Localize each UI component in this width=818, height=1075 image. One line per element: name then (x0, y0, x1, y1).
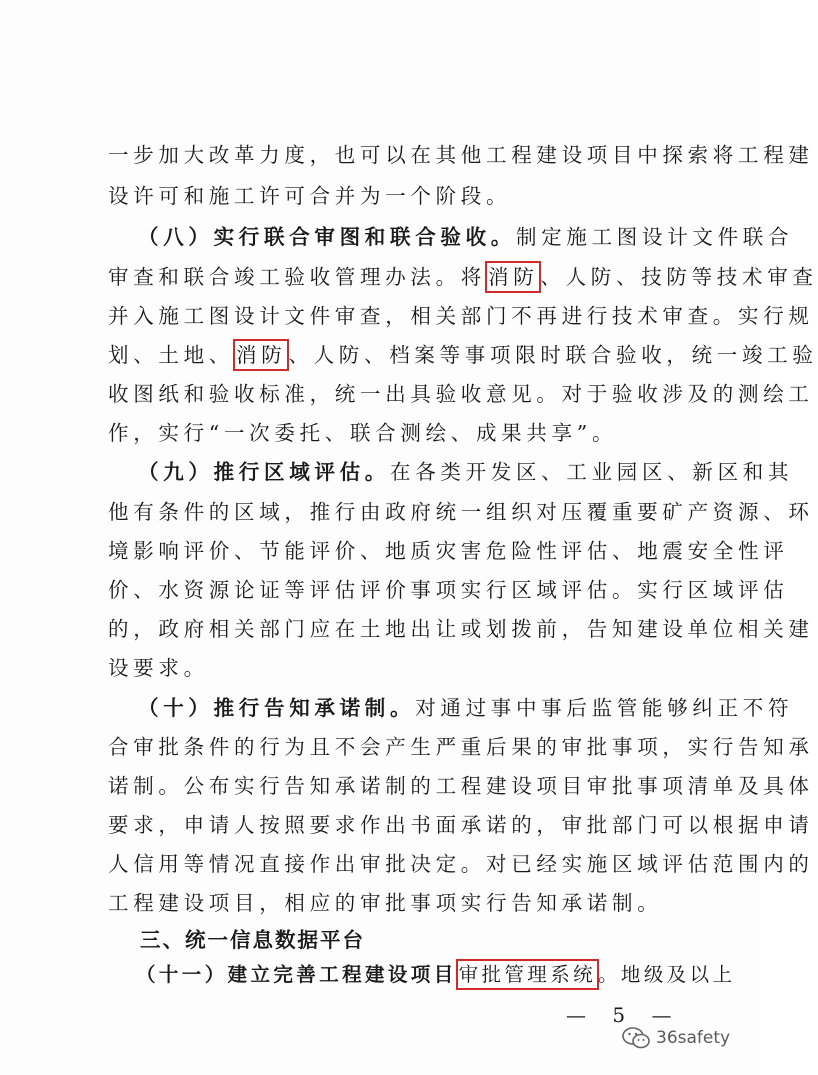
text-line (108, 340, 818, 370)
text-line: 价、水资源论证等评估评价事项实行区域评估。实行区域评估 (108, 578, 789, 602)
text-line: 收图纸和验收标准，统一出具验收意见。对于验收涉及的测绘工 (108, 382, 814, 406)
watermark (622, 1026, 730, 1050)
section-heading: （八）实行联合审图和联合验收。 (138, 225, 516, 249)
text-line: 并入施工图设计文件审查，相关部门不再进行技术审查。实行规 (108, 304, 814, 328)
text-span: 对通过事中事后监管能够纠正不符 (415, 696, 794, 720)
section-heading: （十）推行告知承诺制。 (138, 696, 416, 720)
text-span: 制定施工图设计文件联合 (516, 225, 794, 249)
text-line: 一步加大改革力度，也可以在其他工程建设项目中探索将工程建 (108, 143, 814, 167)
highlight-box: 审批管理系统 (456, 959, 599, 990)
text-span: 、人防、技防等技术审查 (540, 265, 818, 289)
text-span: 、人防、档案等事项限时联合验收，统一竣工验 (288, 343, 818, 367)
paragraph-10-first-line (138, 693, 793, 723)
text-span: 。地级及以上 (598, 963, 736, 986)
text-line: 工程建设项目，相应的审批事项实行告知承诺制。 (108, 891, 663, 915)
paragraph-8-first-line (138, 222, 793, 252)
chapter-heading: 三、统一信息数据平台 (140, 928, 365, 952)
text-span: 在各类开发区、工业园区、新区和其 (390, 460, 794, 484)
text-line: 境影响评价、节能评价、地质灾害危险性评估、地震安全性评 (108, 539, 789, 563)
text-line: 要求，申请人按照要求作出书面承诺的，审批部门可以根据申请 (108, 813, 814, 837)
paragraph-9-first-line (138, 457, 793, 487)
text-line: 合审批条件的行为且不会产生严重后果的审批事项，实行告知承 (108, 735, 814, 759)
text-line: 的，政府相关部门应在土地出让或划拨前，告知建设单位相关建 (108, 617, 814, 641)
text-line: 人信用等情况直接作出审批决定。对已经实施区域评估范围内的 (108, 852, 814, 876)
paragraph-11-first-line (136, 960, 735, 990)
section-heading: （九）推行区域评估。 (138, 460, 390, 484)
text-span: 审查和联合竣工验收管理办法。将 (108, 265, 486, 289)
highlight-box: 消防 (485, 261, 541, 293)
chat-bubble-icon (622, 1026, 650, 1050)
text-span: 划、土地、 (108, 343, 234, 367)
text-line: 设要求。 (108, 656, 209, 680)
text-line: 作，实行“一次委托、联合测绘、成果共享”。 (108, 421, 618, 445)
text-line: 诺制。公布实行告知承诺制的工程建设项目审批事项清单及具体 (108, 774, 814, 798)
page-number: — 5 — (566, 1003, 682, 1027)
text-line (108, 262, 818, 292)
text-line: 他有条件的区域，推行由政府统一组织对压覆重要矿产资源、环 (108, 500, 814, 524)
section-heading: （十一）建立完善工程建设项目 (136, 963, 457, 986)
watermark-text: 36safety (656, 1028, 731, 1048)
text-line: 设许可和施工许可合并为一个阶段。 (108, 184, 512, 208)
highlight-box: 消防 (233, 339, 289, 371)
